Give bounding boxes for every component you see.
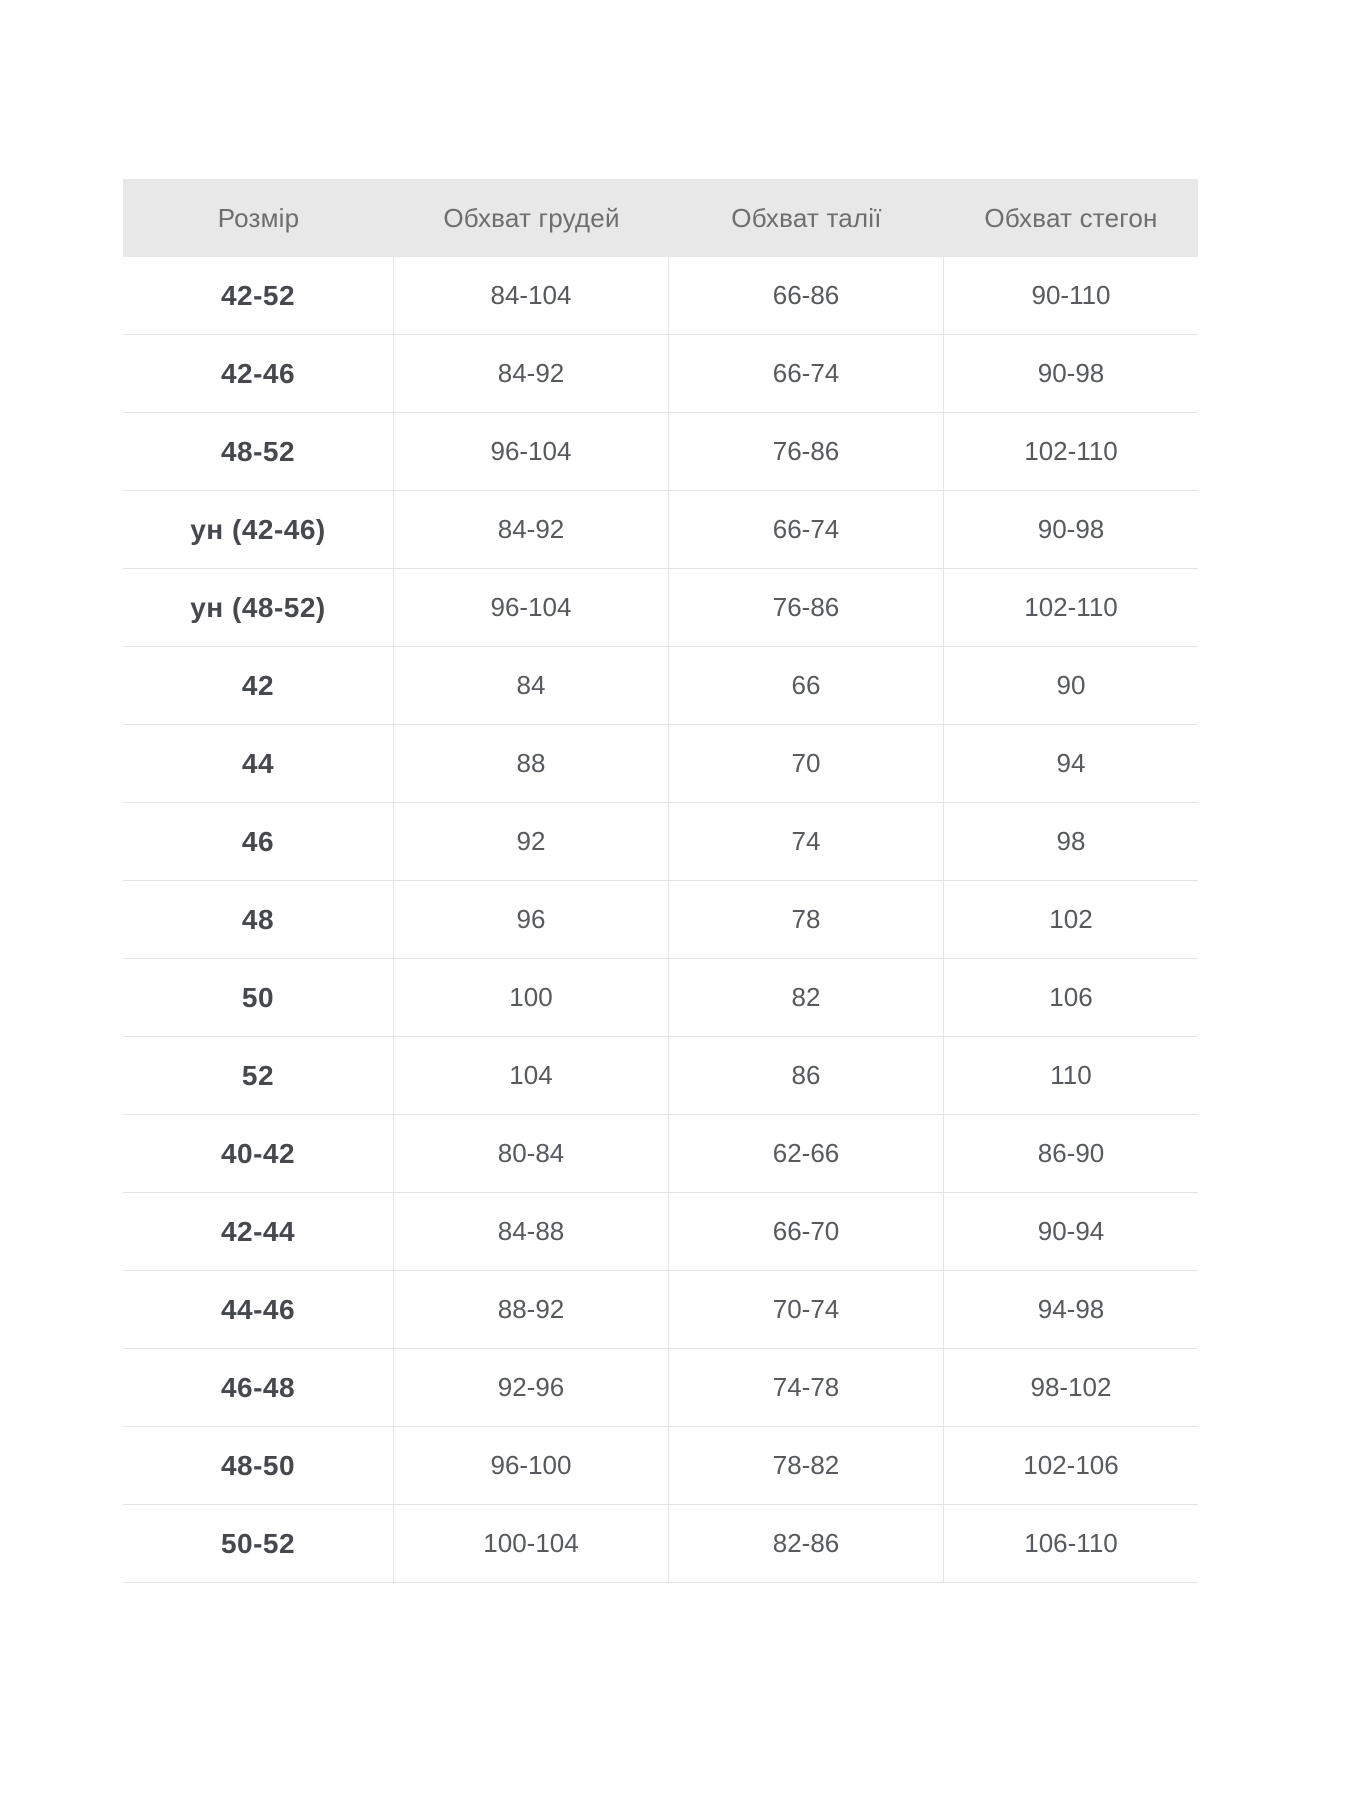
table-header-row (123, 179, 1198, 257)
size-cell: 42-46 (123, 335, 394, 412)
waist-cell: 82 (669, 959, 944, 1036)
waist-cell: 62-66 (669, 1115, 944, 1192)
size-cell: 50-52 (123, 1505, 394, 1582)
waist-cell: 82-86 (669, 1505, 944, 1582)
size-cell: 42-44 (123, 1193, 394, 1270)
table-row (123, 959, 1198, 1037)
waist-cell: 66-70 (669, 1193, 944, 1270)
table-row (123, 1115, 1198, 1193)
size-cell: 52 (123, 1037, 394, 1114)
chest-cell: 88-92 (394, 1271, 669, 1348)
waist-cell: 66 (669, 647, 944, 724)
size-cell: 48 (123, 881, 394, 958)
table-row (123, 1271, 1198, 1349)
table-row (123, 803, 1198, 881)
size-cell: 48-52 (123, 413, 394, 490)
chest-cell: 96-104 (394, 569, 669, 646)
waist-cell: 66-74 (669, 491, 944, 568)
table-row (123, 1427, 1198, 1505)
chest-cell: 104 (394, 1037, 669, 1114)
chest-cell: 84 (394, 647, 669, 724)
hips-cell: 102-106 (1023, 1450, 1119, 1480)
waist-cell: 66-74 (669, 335, 944, 412)
hips-cell: 98-102 (1030, 1372, 1112, 1402)
size-cell: ун (42-46) (123, 491, 394, 568)
hips-cell: 90 (1056, 670, 1086, 700)
size-cell: 50 (123, 959, 394, 1036)
table-row (123, 257, 1198, 335)
hips-cell: 102-110 (1024, 436, 1118, 466)
table-row (123, 881, 1198, 959)
chest-cell: 84-92 (394, 491, 669, 568)
table-row (123, 1037, 1198, 1115)
waist-cell: 74-78 (669, 1349, 944, 1426)
hips-cell: 90-98 (1037, 358, 1105, 388)
table-row (123, 1193, 1198, 1271)
table-row (123, 1505, 1198, 1583)
chest-cell: 92 (394, 803, 669, 880)
chest-cell: 96 (394, 881, 669, 958)
chest-cell: 100-104 (394, 1505, 669, 1582)
column-header-size: Розмір (217, 202, 300, 233)
waist-cell: 66-86 (669, 257, 944, 334)
hips-cell: 94 (1056, 748, 1086, 778)
hips-cell: 86-90 (1037, 1138, 1105, 1168)
table-row (123, 569, 1198, 647)
chest-cell: 100 (394, 959, 669, 1036)
waist-cell: 86 (669, 1037, 944, 1114)
chest-cell: 84-104 (394, 257, 669, 334)
size-cell: 48-50 (123, 1427, 394, 1504)
hips-cell: 90-94 (1037, 1216, 1105, 1246)
table-row (123, 647, 1198, 725)
size-cell: 44-46 (123, 1271, 394, 1348)
hips-cell: 102 (1049, 904, 1093, 934)
size-cell: 46 (123, 803, 394, 880)
chest-cell: 80-84 (394, 1115, 669, 1192)
hips-cell: 98 (1056, 826, 1086, 856)
size-cell: 42-52 (123, 257, 394, 334)
waist-cell: 76-86 (669, 569, 944, 646)
chest-cell: 88 (394, 725, 669, 802)
size-chart-table (123, 179, 1198, 1583)
table-row (123, 491, 1198, 569)
size-cell: 40-42 (123, 1115, 394, 1192)
column-header-hips: Обхват стегон (984, 202, 1158, 233)
table-body (123, 257, 1198, 1583)
hips-cell: 110 (1050, 1060, 1092, 1090)
size-cell: 46-48 (123, 1349, 394, 1426)
chest-cell: 96-104 (394, 413, 669, 490)
hips-cell: 94-98 (1037, 1294, 1105, 1324)
hips-cell: 106 (1049, 982, 1093, 1012)
column-header-waist: Обхват талії (731, 202, 882, 233)
hips-cell: 106-110 (1024, 1528, 1118, 1558)
chest-cell: 84-92 (394, 335, 669, 412)
waist-cell: 78-82 (669, 1427, 944, 1504)
waist-cell: 70 (669, 725, 944, 802)
chest-cell: 92-96 (394, 1349, 669, 1426)
table-row (123, 725, 1198, 803)
hips-cell: 90-110 (1031, 280, 1111, 310)
size-cell: 42 (123, 647, 394, 724)
waist-cell: 70-74 (669, 1271, 944, 1348)
hips-cell: 90-98 (1037, 514, 1105, 544)
waist-cell: 78 (669, 881, 944, 958)
chest-cell: 96-100 (394, 1427, 669, 1504)
chest-cell: 84-88 (394, 1193, 669, 1270)
table-row (123, 335, 1198, 413)
column-header-chest: Обхват грудей (443, 202, 620, 233)
table-row (123, 1349, 1198, 1427)
size-cell: 44 (123, 725, 394, 802)
table-row (123, 413, 1198, 491)
waist-cell: 76-86 (669, 413, 944, 490)
waist-cell: 74 (669, 803, 944, 880)
hips-cell: 102-110 (1024, 592, 1118, 622)
size-cell: ун (48-52) (123, 569, 394, 646)
